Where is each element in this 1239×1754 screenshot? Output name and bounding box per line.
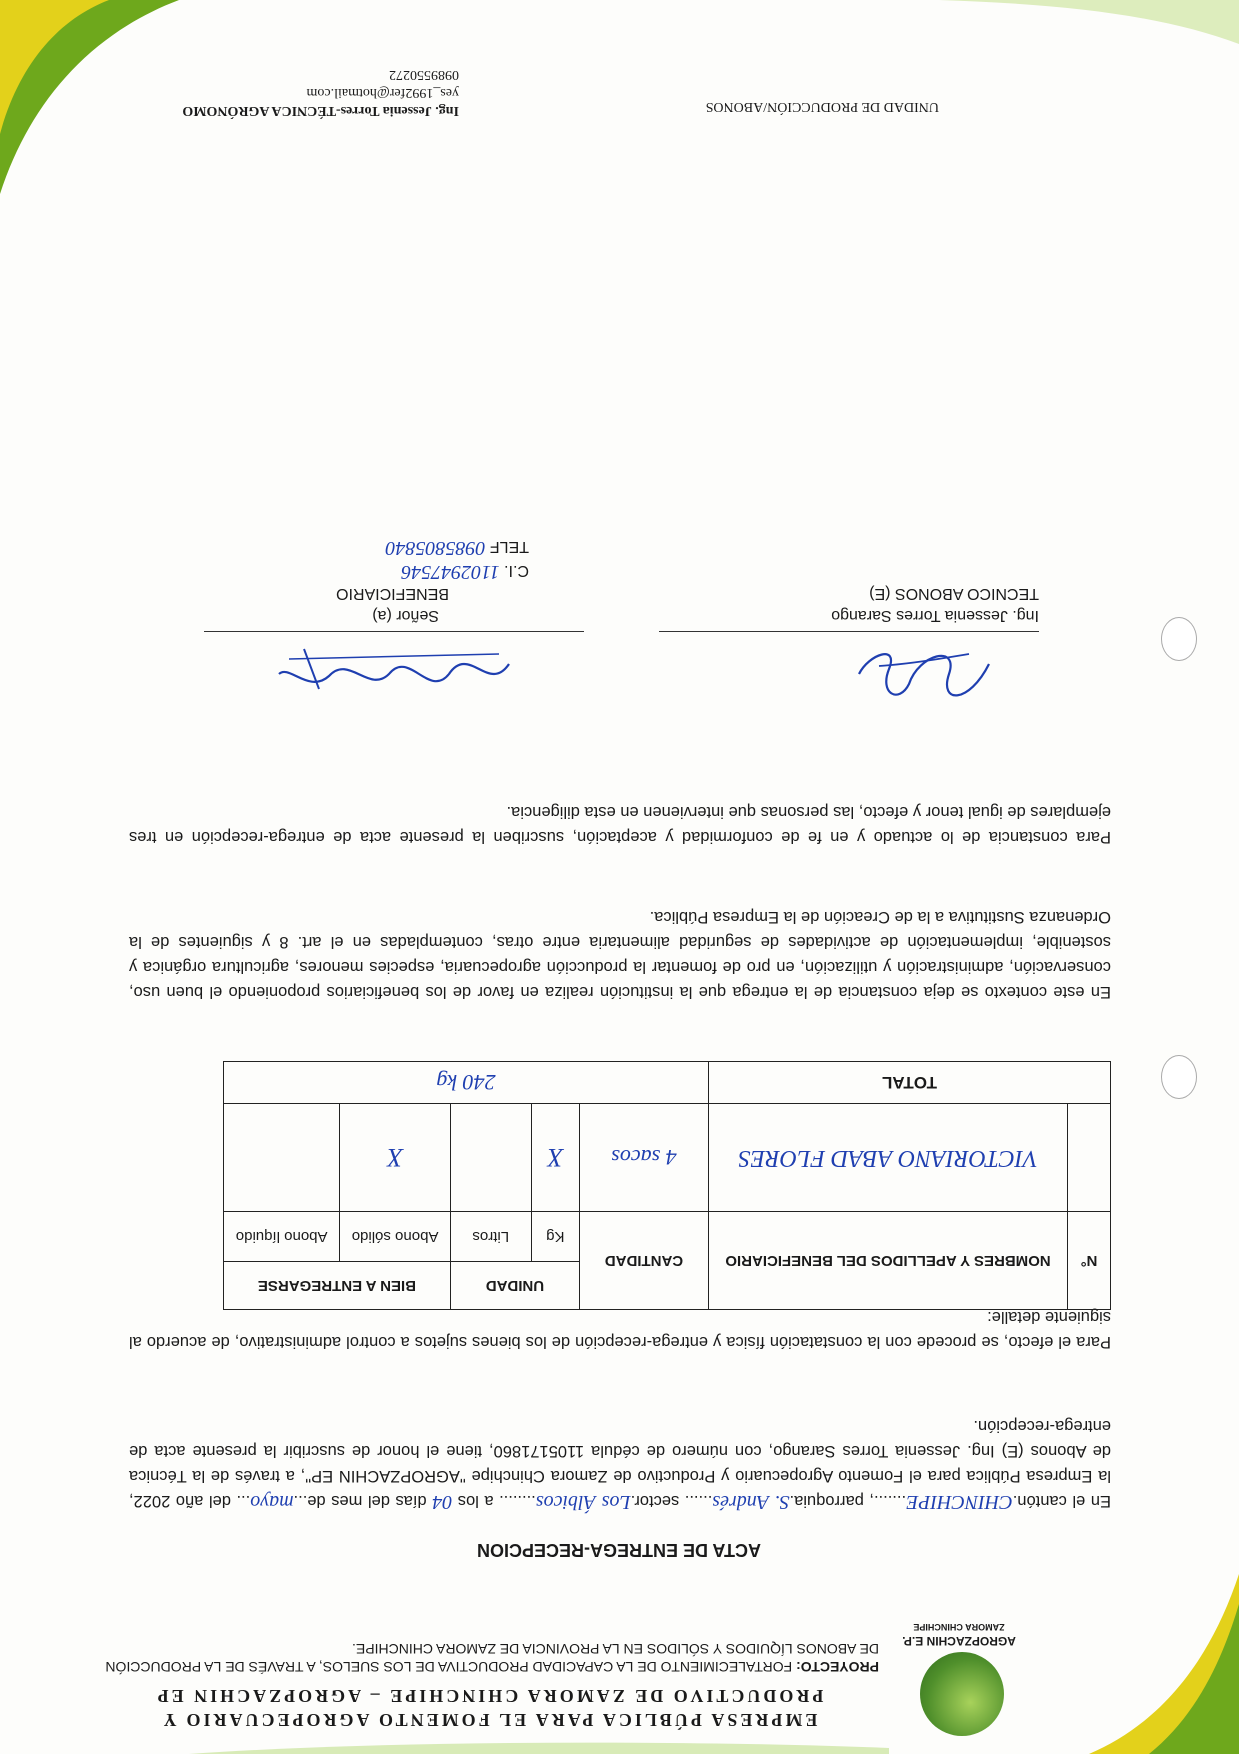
cell-abono-liquido [224,1104,340,1212]
table-row [224,1104,1111,1212]
col-unidad: UNIDAD [450,1262,579,1310]
technician-role: TECNICO ABONOS (E) [869,585,1039,602]
technician-name: Ing. Jessenia Torres Sarango [831,607,1039,624]
beneficiary-role: BENEFICIARIO [336,585,449,602]
footer-contact-name: Ing. Jessenia Torres-TÉCNICA AGRÓNOMO [182,103,459,118]
beneficiary-label: Señor (a) [372,607,439,624]
ci-label: C.I. [504,562,529,579]
footer-contact-email: yes_1992fer@hotmail.com [306,85,459,100]
logo-subtitle: ZAMORA CHINCHIPE [913,1622,1005,1632]
procedure-paragraph: Para el efecto, se procede con la constatación física y entrega-recepción de los bienes sujetos a control administrativo, de acuerdo al siguiente detalle: [129,1308,1111,1351]
col-litros: Litros [450,1212,531,1262]
col-n: N° [1068,1212,1111,1310]
technician-signature [849,634,999,714]
total-value: 240 kg [224,1062,709,1104]
beneficiary-signature [269,634,519,704]
sector-handwritten: Los Álbicos [535,1491,631,1513]
footer-unit: UNIDAD DE PRODUCCIÓN/ABONOS [705,99,939,114]
intro-text-2: ......., parroquia. [789,1492,907,1510]
top-band-swoosh [189,1734,889,1754]
col-kg: Kg [531,1212,579,1262]
total-label: TOTAL [709,1062,1111,1104]
intro-text-3: ...... sector. [630,1492,713,1510]
cell-abono-solido: X [340,1104,451,1212]
canton-handwritten: CHINCHIPE [906,1491,1013,1513]
intro-paragraph [129,1413,1111,1514]
project-label: PROYECTO: [796,1659,879,1675]
telf-label: TELF [489,538,529,555]
intro-text-5: días del mes de... [293,1492,427,1510]
mes-handwritten: mayo [250,1491,294,1513]
document-title: ACTA DE ENTREGA-RECEPCION [477,1540,762,1560]
technician-signature-line [659,631,1039,632]
dia-handwritten: 04 [432,1491,453,1513]
closing-paragraph: Para constancia de lo actuado y en fe de conformidad y aceptación, suscriben la presente acta de entrega-recepción en tres ejemplares de igual tenor y efecto, las personas que intervienen en esta diligencia. [129,803,1111,846]
col-cantidad: CANTIDAD [580,1212,709,1310]
punch-hole-upper [1161,1055,1197,1099]
ci-handwritten: 1102947546 [401,561,500,583]
intro-text-1: En el cantón. [1012,1492,1111,1510]
cell-litros [450,1104,531,1212]
project-description [99,1640,879,1676]
col-bien: BIEN A ENTREGARSE [224,1262,451,1310]
beneficiary-ci [401,560,529,582]
cell-nombre: VICTORIANO ABAD FLORES [709,1104,1068,1212]
beneficiary-signature-line [204,631,584,632]
context-paragraph: En este contexto se deja constancia de la entrega que la institución realiza en favor de los beneficiarios proponiendo el buen uso, conservación, administración y utilización, en pro de fomentar la producción agropecuaria, especies menores, agricultura orgánica y sostenible, implementación de actividades de seguridad alimentaria entre otras, contempladas en el art. 8 y siguientes de la Ordenanza Sustitutiva a la de Creación de la Empresa Pública. [129,908,1111,1001]
cell-cantidad: 4 sacos [580,1104,709,1212]
table-total-row [224,1062,1111,1104]
delivery-table [223,1061,1111,1310]
intro-text-4: ........ a los [457,1492,536,1510]
col-abono-solido: Abono sólido [340,1212,451,1262]
footer-contact [182,65,459,119]
logo-name: AGROPZACHIN E.P. [902,1634,1016,1648]
parroquia-handwritten: S. Andrés [712,1491,790,1513]
telf-handwritten: 0985805840 [385,537,486,559]
document-header [99,1640,879,1732]
footer-contact-phone: 0989550272 [389,67,459,82]
beneficiary-telf [385,536,529,558]
col-abono-liquido: Abono líquido [224,1212,340,1262]
bottom-left-swoosh [939,0,1239,64]
agropzachin-logo [884,1576,1034,1736]
punch-hole-lower [1161,617,1197,661]
cell-n [1068,1104,1111,1212]
table-header-row [224,1262,1111,1310]
col-nombres: NOMBRES Y APELLIDOS DEL BENEFICIARIO [709,1212,1068,1310]
logo-emblem [920,1652,1004,1736]
header-title-line1: EMPRESA PÚBLICA PARA EL FOMENTO AGROPECUARIO Y [160,1710,818,1730]
cell-kg: X [531,1104,579,1212]
intro-text-6: ... del año 2022, la Empresa Pública para el Fomento Agropecuario y Productivo de Zamora Chinchipe "AGROPZACHIN EP", a través de la Técnica de Abonos (E) Ing. Jessenia Torres Sarango, con número de cédula 1105171860, tiene el honor de suscribir la presente acta de entrega-recepción. [129,1417,1111,1510]
project-text: FORTALECIMIENTO DE LA CAPACIDAD PRODUCTIVA DE LOS SUELOS, A TRAVÉS DE LA PRODUCCIÓN DE ABONOS LÍQUIDOS Y SÓLIDOS EN LA PROVINCIA DE ZAMORA CHINCHIPE. [105,1641,879,1675]
header-title-line2: PRODUCTIVO DE ZAMORA CHINCHIPE – AGROPZACHIN EP [154,1686,824,1706]
